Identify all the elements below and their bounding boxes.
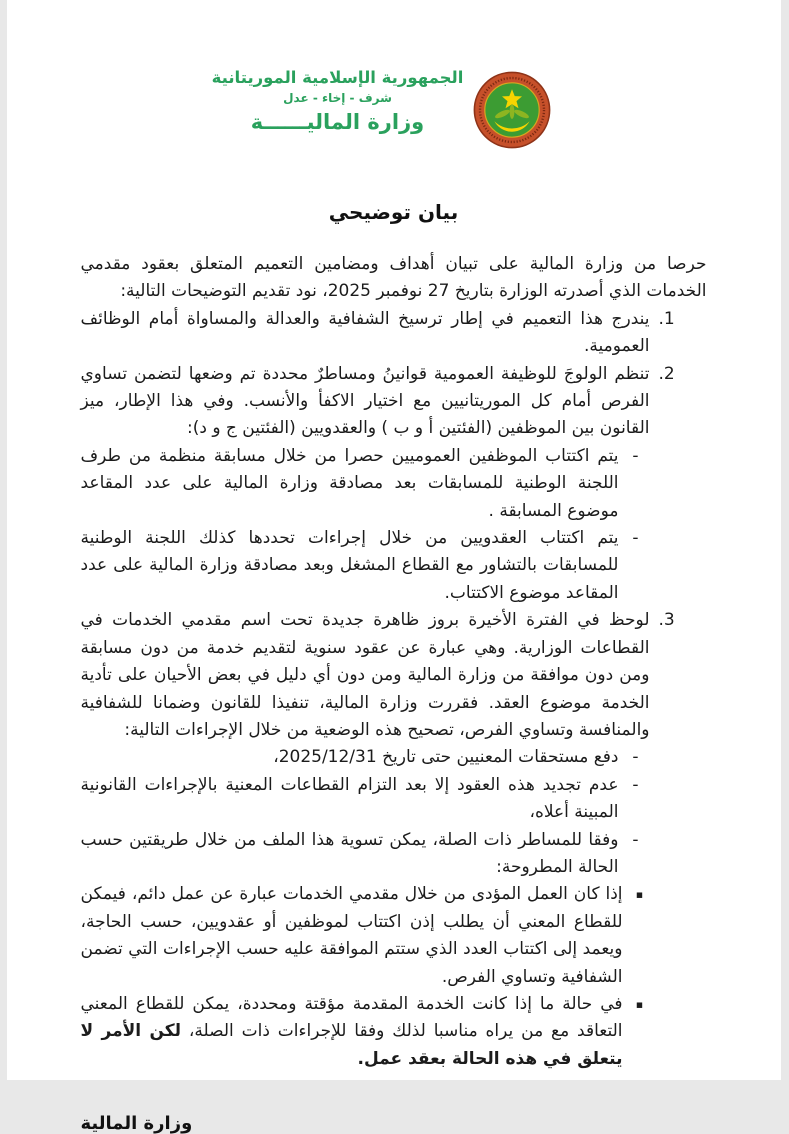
square-bullet: ▪ xyxy=(636,888,645,902)
dash-bullet: - xyxy=(633,747,640,768)
national-motto: شرف - إخاء - عدل xyxy=(284,90,393,105)
dash-item-3 xyxy=(82,744,708,771)
list-number: .3 xyxy=(659,610,676,631)
square-item-1 xyxy=(82,881,708,991)
intro-paragraph: حرصا من وزارة المالية على تبيان أهداف ومضامين التعميم المتعلق بعقود مقدمي الخدمات الذي أصدرته الوزارة بتاريخ 27 نوفمبر 2025، نود تقديم التوضيحات التالية: xyxy=(81,254,708,302)
republic-name: الجمهورية الإسلامية الموريتانية xyxy=(212,68,465,87)
numbered-item-2 xyxy=(82,361,708,443)
document-body xyxy=(82,251,708,1073)
list-item-text: إذا كان العمل المؤدى من خلال مقدمي الخدمات عبارة عن عمل دائم، فيمكن للقطاع المعني أن يطلب إذن اكتتاب لموظفين أو عقدويين، حسب الحاجة، ويعمد إلى اكتتاب العدد الذي ستتم الموافقة عليه حسب الإجراءات التي تضمن الشفافية وتساوي الفرص. xyxy=(81,884,624,987)
letterhead-text xyxy=(213,68,465,135)
national-emblem-icon xyxy=(470,70,556,150)
dash-bullet: - xyxy=(633,829,640,850)
dash-item-4 xyxy=(82,772,708,827)
list-item-text: يتم اكتتاب الموظفين العموميين حصرا من خلال مسابقة منظمة من طرف اللجنة الوطنية للمسابقات بعد مصادقة وزارة المالية على عدد المقاعد موضوع المسابقة . xyxy=(81,445,620,521)
numbered-item-3 xyxy=(82,607,708,744)
list-item-text: لوحظ في الفترة الأخيرة بروز ظاهرة جديدة تحت اسم مقدمي الخدمات في القطاعات الوزارية. وهي عبارة عن عقود سنوية لتقديم خدمة من دون مسابقة ومن دون موافقة من وزارة المالية ومن دون أي دليل في بعض الأحيان على تأدية الخدمة موضوع العقد. فقررت وزارة المالية، تنفيذا للقانون وضمانا للشفافية والمنافسة وتساوي الفرص، تصحيح هذه الوضعية من خلال الإجراءات التالية: xyxy=(81,610,651,740)
list-item-text-bold: لكن الأمر لا يتعلق في هذه الحالة بعقد عمل. xyxy=(81,1021,624,1069)
square-bullet: ▪ xyxy=(636,997,645,1011)
signature: وزارة المالية xyxy=(81,1113,194,1134)
document-header xyxy=(0,0,772,150)
list-item-text: تنظم الولوجَ للوظيفة العمومية قوانينُ ومساطرٌ محددة تم وضعها لتضمن تساوي الفرص أمام كل الموريتانيين مع اختيار الاكفأ والأنسب. وفي هذا الإطار، ميز القانون بين الموظفين (الفئتين أ و ب ) والعقدويين (الفئتين ج و د): xyxy=(81,363,651,439)
list-item-text: دفع مستحقات المعنيين حتى تاريخ 2025/12/31، xyxy=(274,747,620,768)
numbered-item-1 xyxy=(82,306,708,361)
list-number: .1 xyxy=(659,308,676,329)
square-item-2 xyxy=(82,991,708,1073)
document-title: بيان توضيحي xyxy=(329,200,460,224)
dash-item-5 xyxy=(82,827,708,882)
document-page xyxy=(8,0,782,1134)
list-number: .2 xyxy=(659,363,676,384)
list-item-text: يتم اكتتاب العقدويين من خلال إجراءات تحددها كذلك اللجنة الوطنية للمسابقات بالتشاور مع القطاع المشغل وبعد مصادقة وزارة المالية على عدد المقاعد موضوع الاكتتاب. xyxy=(81,528,620,603)
dash-item-1 xyxy=(82,443,708,525)
dash-bullet: - xyxy=(633,445,640,466)
list-item-text-normal: في حالة ما إذا كانت الخدمة المقدمة مؤقتة ومحددة، يمكن للقطاع المعني التعاقد مع من يراه مناسبا لذلك وفقا للإجراءات ذات الصلة، xyxy=(81,993,624,1042)
list-item-text xyxy=(82,991,624,1073)
list-item-text: عدم تجديد هذه العقود إلا بعد التزام القطاعات المعنية بالإجراءات القانونية المبينة أعلاه، xyxy=(81,774,620,823)
list-item-text: يندرج هذا التعميم في إطار ترسيخ الشفافية والعدالة والمساواة أمام الوظائف العمومية. xyxy=(81,308,651,357)
dash-bullet: - xyxy=(633,528,640,549)
dash-item-2 xyxy=(82,525,708,607)
ministry-name: وزارة الماليــــــة xyxy=(251,109,426,134)
list-item-text: وفقا للمساطر ذات الصلة، يمكن تسوية هذا الملف من خلال طريقتين حسب الحالة المطروحة: xyxy=(81,829,620,877)
dash-bullet: - xyxy=(633,774,640,795)
